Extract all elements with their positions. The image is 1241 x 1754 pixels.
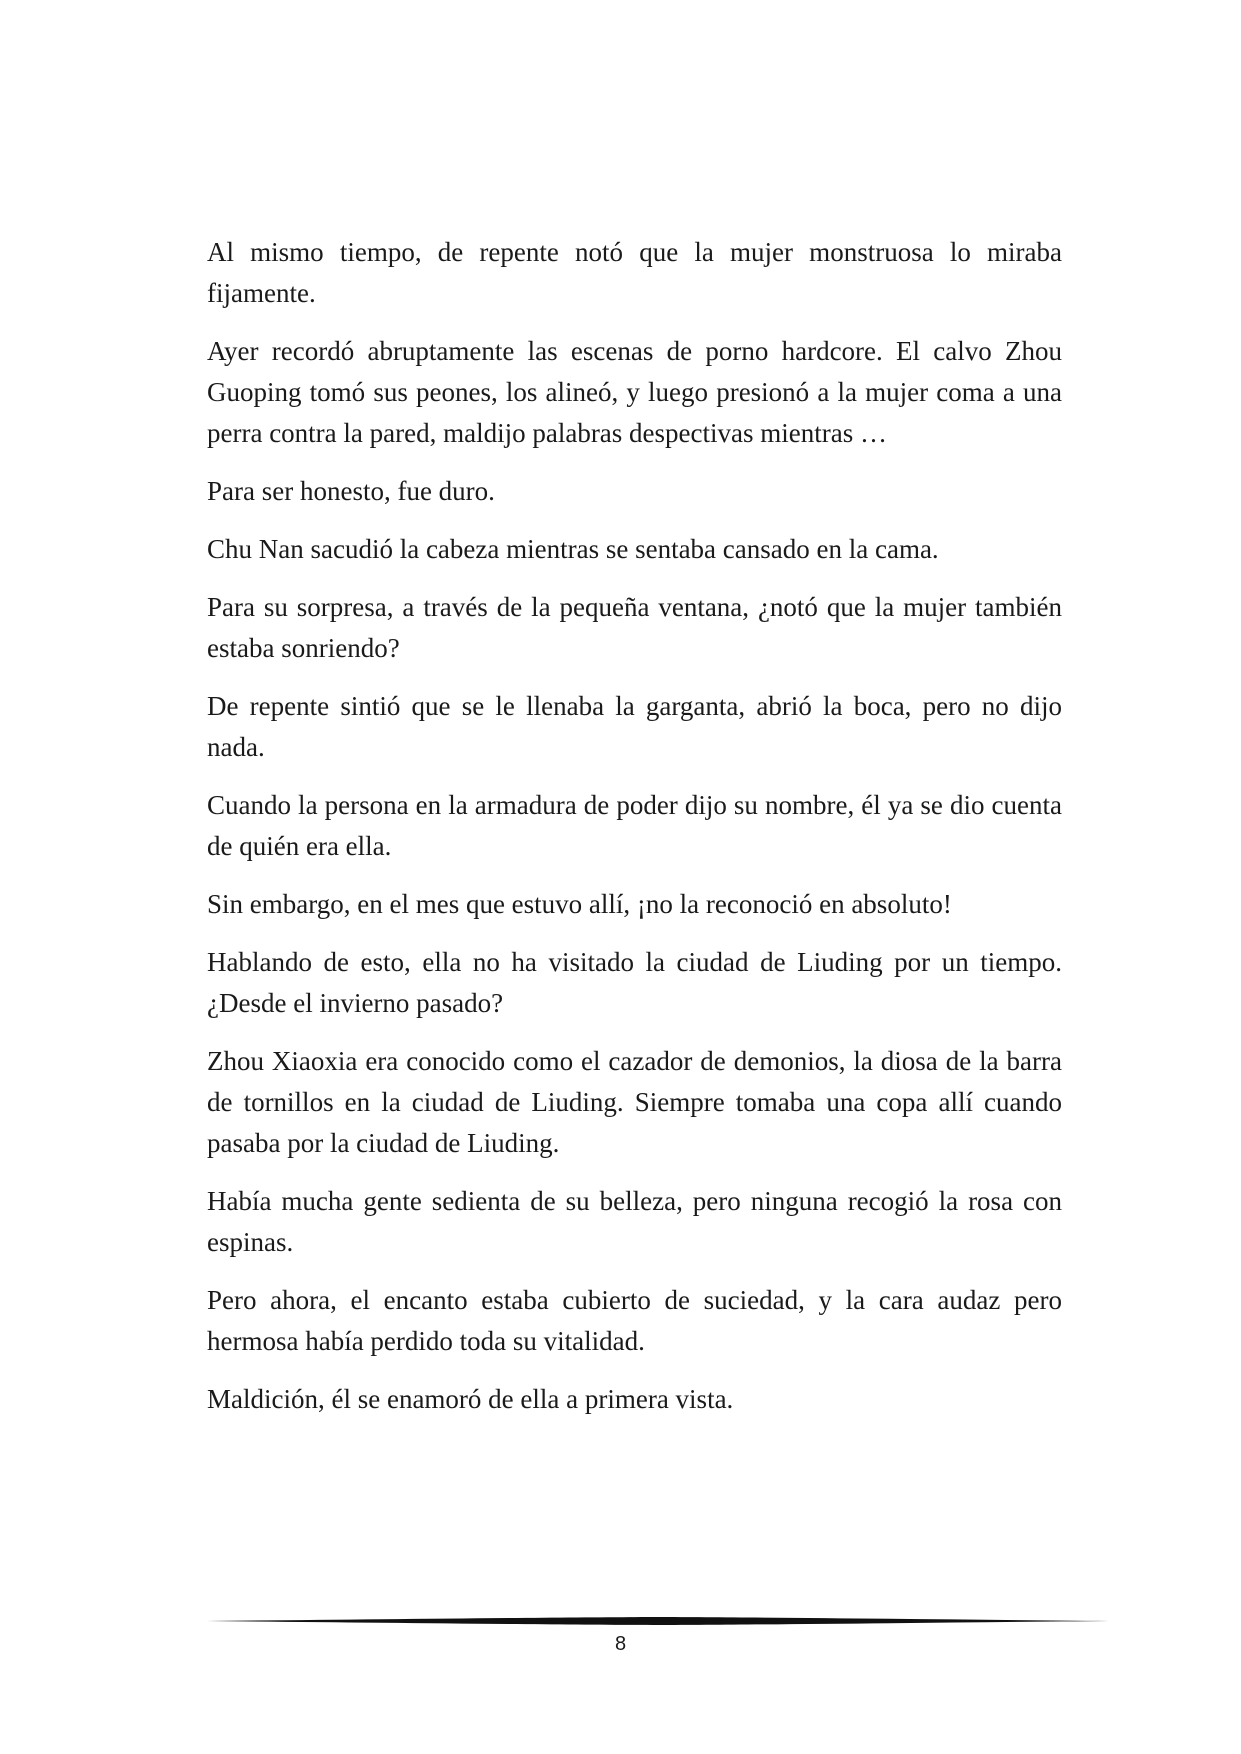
paragraph: Para su sorpresa, a través de la pequeña ventana, ¿notó que la mujer también estaba sonriendo? (207, 592, 1062, 663)
paragraph: Ayer recordó abruptamente las escenas de porno hardcore. El calvo Zhou Guoping tomó sus peones, los alineó, y luego presionó a la mujer coma a una perra contra la pared, maldijo palabras despectivas mientras … (207, 336, 1062, 448)
paragraph: Pero ahora, el encanto estaba cubierto de suciedad, y la cara audaz pero hermosa había perdido toda su vitalidad. (207, 1285, 1062, 1356)
paragraph: Hablando de esto, ella no ha visitado la ciudad de Liuding por un tiempo. ¿Desde el invierno pasado? (207, 947, 1062, 1018)
footer-divider (207, 1616, 1109, 1626)
paragraph: Había mucha gente sedienta de su belleza, pero ninguna recogió la rosa con espinas. (207, 1186, 1062, 1257)
paragraph: Para ser honesto, fue duro. (207, 476, 495, 506)
paragraph: Cuando la persona en la armadura de poder dijo su nombre, él ya se dio cuenta de quién era ella. (207, 790, 1062, 861)
page-number: 8 (614, 1633, 627, 1655)
paragraph: Zhou Xiaoxia era conocido como el cazador de demonios, la diosa de la barra de tornillos en la ciudad de Liuding. Siempre tomaba una copa allí cuando pasaba por la ciudad de Liuding. (207, 1046, 1062, 1158)
paragraph: Sin embargo, en el mes que estuvo allí, ¡no la reconoció en absoluto! (207, 889, 952, 919)
paragraph: Maldición, él se enamoró de ella a primera vista. (207, 1384, 734, 1414)
page-body (207, 232, 1062, 1437)
paragraph: Chu Nan sacudió la cabeza mientras se sentaba cansado en la cama. (207, 534, 939, 564)
paragraph: Al mismo tiempo, de repente notó que la mujer monstruosa lo miraba fijamente. (207, 237, 1062, 308)
paragraph: De repente sintió que se le llenaba la garganta, abrió la boca, pero no dijo nada. (207, 691, 1062, 762)
